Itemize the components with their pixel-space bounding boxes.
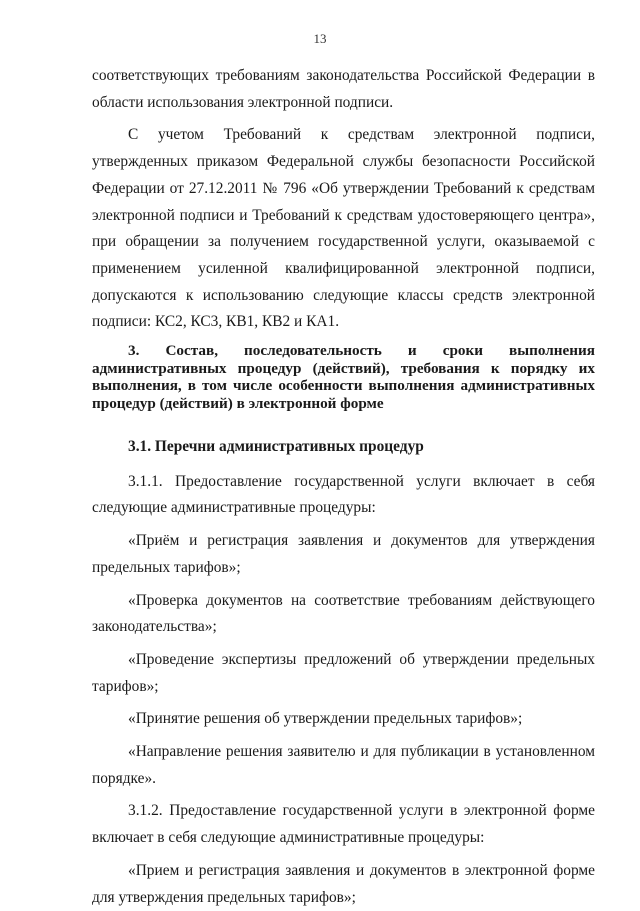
list-item-procedure: «Проведение экспертизы предложений об утверждении предельных тарифов»; (92, 650, 595, 695)
list-item-procedure: «Принятие решения об утверждении предельных тарифов»; (128, 710, 523, 728)
list-item-procedure: «Проверка документов на соответствие требованиям действующего законодательства»; (92, 591, 595, 636)
section-heading-3-1: 3.1. Перечни административных процедур (128, 438, 424, 456)
list-item-electronic-procedure: «Прием и регистрация заявления и документов в электронной форме для утверждения предельных тарифов»; (92, 861, 595, 906)
document-body (92, 63, 595, 911)
paragraph-signature-requirements: С учетом Требований к средствам электронной подписи, утвержденных приказом Федеральной службы безопасности Российской Федерации от 27.12.2011 № 796 «Об утверждении Требований к средствам электронной подписи и Требований к средствам удостоверяющего центра», при обращении за получением государственной услуги, оказываемой с применением усиленной квалифицированной электронной подписи, допускаются к использованию следующие классы средств электронной подписи: КС2, КС3, КВ1, КВ2 и КА1. (92, 126, 595, 331)
list-item-procedure: «Приём и регистрация заявления и документов для утверждения предельных тарифов»; (92, 532, 595, 576)
paragraph-3-1-1: 3.1.1. Предоставление государственной услуги включает в себя следующие административные процедуры: (92, 472, 595, 517)
page-number: 13 (313, 31, 327, 46)
paragraph-3-1-2: 3.1.2. Предоставление государственной услуги в электронной форме включает в себя следующие административные процедуры: (92, 802, 595, 847)
list-item-procedure: «Направление решения заявителю и для публикации в установленном порядке». (92, 743, 595, 787)
section-heading-3: 3. Состав, последовательность и сроки выполнения административных процедур (действий), требования к порядку их выполнения, в том числе особенности выполнения административных процедур (действий) в электронной форме (92, 342, 595, 412)
paragraph-continuation: соответствующих требованиям законодательства Российской Федерации в области использования электронной подписи. (92, 67, 595, 111)
